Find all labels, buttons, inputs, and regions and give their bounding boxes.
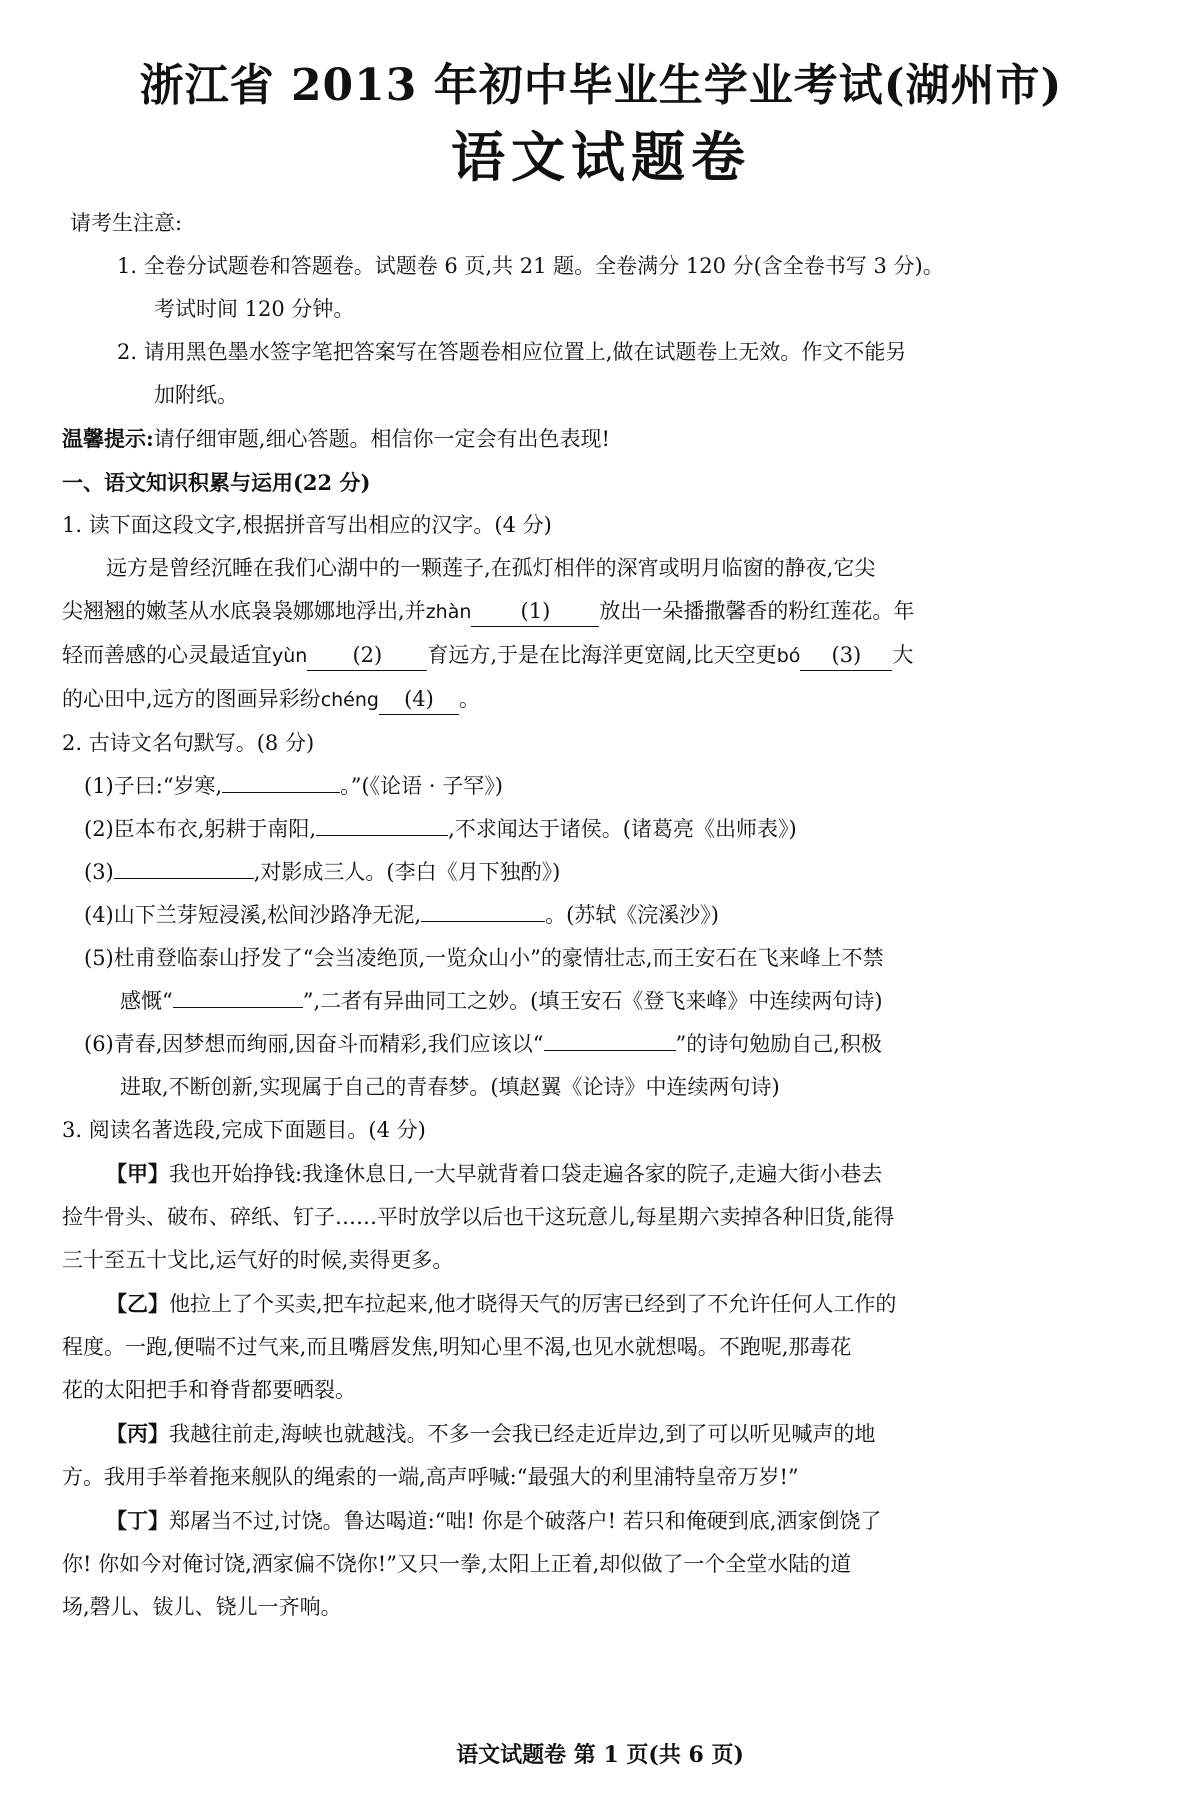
passage-yi	[62, 1282, 1140, 1326]
notice-item-2-cont: 加附纸。	[154, 383, 238, 407]
q2-item-6	[62, 1023, 1140, 1066]
fill-blank[interactable]	[421, 897, 545, 922]
q2-item-4	[62, 894, 1140, 937]
q2-stem: 2. 古诗文名句默写。(8 分)	[62, 731, 315, 755]
passage-ding-2: 你! 你如今对俺讨饶,洒家偏不饶你!”又只一拳,太阳上正着,却似做了一个全堂水陆的道	[62, 1552, 852, 1576]
passage-ding-3: 场,磬儿、钹儿、铙儿一齐响。	[62, 1595, 342, 1619]
answer-blank-3[interactable]: (3)	[800, 640, 892, 671]
q2-item-1	[62, 765, 1140, 808]
fill-blank[interactable]	[316, 811, 448, 836]
notice-item-2: 2. 请用黑色墨水签字笔把答案写在答题卷相应位置上,做在试题卷上无效。作文不能另	[117, 340, 907, 364]
passage-jia-2: 捡牛骨头、破布、碎纸、钉子……平时放学以后也干这玩意儿,每星期六卖掉各种旧货,能得	[62, 1205, 895, 1229]
q1-text: 尖翘翘的嫩茎从水底袅袅娜娜地浮出,并	[62, 599, 426, 623]
q2-item-3-text: (3)	[84, 860, 114, 884]
q2-item-4-source: 。(苏轼《浣溪沙》)	[545, 903, 719, 927]
q2-item-2-text: (2)臣本布衣,躬耕于南阳,	[84, 817, 317, 841]
passage-ding	[62, 1499, 1140, 1543]
q1-text: 的心田中,远方的图画异彩纷	[62, 687, 321, 711]
tip-label: 温馨提示:	[62, 426, 154, 451]
passage-yi-3: 花的太阳把手和脊背都要晒裂。	[62, 1378, 356, 1402]
exam-title: 浙江省 2013 年初中毕业生学业考试(湖州市)	[139, 60, 1063, 111]
q2-item-6-text-b: ”的诗句勉励自己,积极	[675, 1032, 882, 1056]
answer-blank-4[interactable]: (4)	[379, 684, 459, 715]
fill-blank[interactable]	[544, 1026, 676, 1051]
q2-item-2	[62, 808, 1140, 851]
pinyin-2: yùn	[272, 645, 308, 667]
q2-item-5-cont	[62, 980, 1140, 1023]
tip-line	[62, 417, 1140, 461]
q2-item-5-source: ”,二者有异曲同工之妙。(填王安石《登飞来峰》中连续两句诗)	[302, 989, 883, 1013]
notice-item-1-cont: 考试时间 120 分钟。	[154, 297, 355, 321]
passage-tag-jia: 【甲】	[106, 1161, 169, 1186]
fill-blank[interactable]	[222, 768, 340, 793]
q2-item-3-source: ,对影成三人。(李白《月下独酌》)	[253, 860, 561, 884]
q2-item-5: (5)杜甫登临泰山抒发了“会当凌绝顶,一览众山小”的豪情壮志,而王安石在飞来峰上不禁	[84, 946, 884, 970]
passage-tag-bing: 【丙】	[106, 1421, 169, 1446]
q2-item-6-cont: 进取,不断创新,实现属于自己的青春梦。(填赵翼《论诗》中连续两句诗)	[120, 1075, 780, 1099]
q1-line-4	[62, 678, 1140, 722]
pinyin-4: chéng	[320, 689, 379, 711]
q1-text: 放出一朵播撒馨香的粉红莲花。年	[599, 599, 915, 623]
passage-tag-ding: 【丁】	[106, 1508, 169, 1533]
passage-bing-2: 方。我用手举着拖来舰队的绳索的一端,高声呼喊:“最强大的利里浦特皇帝万岁!”	[62, 1465, 799, 1489]
q1-line-2	[62, 590, 1140, 634]
q1-text: 。	[458, 687, 480, 711]
passage-text: 他拉上了个买卖,把车拉起来,他才晓得天气的厉害已经到了不允许任何人工作的	[169, 1292, 897, 1316]
q1-stem: 1. 读下面这段文字,根据拼音写出相应的汉字。(4 分)	[62, 513, 552, 537]
passage-jia	[62, 1152, 1140, 1196]
notice-heading: 请考生注意:	[70, 211, 183, 235]
q2-item-5-text: 感慨“	[120, 989, 173, 1013]
passage-bing	[62, 1412, 1140, 1456]
tip-text: 请仔细审题,细心答题。相信你一定会有出色表现!	[153, 427, 610, 451]
q2-item-6-text: (6)青春,因梦想而绚丽,因奋斗而精彩,我们应该以“	[84, 1032, 544, 1056]
q1-line-1: 远方是曾经沉睡在我们心湖中的一颗莲子,在孤灯相伴的深宵或明月临窗的静夜,它尖	[106, 556, 876, 580]
paper-subtitle: 语文试题卷	[451, 125, 751, 189]
q1-text: 育远方,于是在比海洋更宽阔,比天空更	[427, 643, 777, 667]
passage-tag-yi: 【乙】	[106, 1291, 169, 1316]
pinyin-3: bó	[776, 645, 801, 667]
q2-item-1-source: 。”(《论语 · 子罕》)	[340, 774, 503, 798]
passage-text: 郑屠当不过,讨饶。鲁达喝道:“咄! 你是个破落户! 若只和俺硬到底,洒家倒饶了	[169, 1509, 882, 1533]
q3-stem: 3. 阅读名著选段,完成下面题目。(4 分)	[62, 1118, 426, 1142]
fill-blank[interactable]	[114, 854, 254, 879]
q1-line-3	[62, 634, 1140, 678]
pinyin-1: zhàn	[425, 601, 472, 623]
page-footer: 语文试题卷 第 1 页(共 6 页)	[456, 1742, 744, 1768]
answer-blank-1[interactable]: (1)	[471, 596, 599, 627]
fill-blank[interactable]	[173, 983, 303, 1008]
section-1-title: 一、语文知识积累与运用(22 分)	[62, 470, 371, 495]
q1-text: 轻而善感的心灵最适宜	[62, 643, 272, 667]
q2-item-2-source: ,不求闻达于诸侯。(诸葛亮《出师表》)	[448, 817, 797, 841]
passage-yi-2: 程度。一跑,便喘不过气来,而且嘴唇发焦,明知心里不渴,也见水就想喝。不跑呢,那毒花	[62, 1335, 852, 1359]
q2-item-4-text: (4)山下兰芽短浸溪,松间沙路净无泥,	[84, 903, 422, 927]
answer-blank-2[interactable]: (2)	[307, 640, 427, 671]
passage-text: 我越往前走,海峡也就越浅。不多一会我已经走近岸边,到了可以听见喊声的地	[169, 1422, 876, 1446]
q1-text: 大	[892, 643, 914, 667]
passage-jia-3: 三十至五十戈比,运气好的时候,卖得更多。	[62, 1248, 454, 1272]
q2-item-1-text: (1)子曰:“岁寒,	[84, 774, 223, 798]
q2-item-3	[62, 851, 1140, 894]
passage-text: 我也开始挣钱:我逢休息日,一大早就背着口袋走遍各家的院子,走遍大街小巷去	[169, 1162, 883, 1186]
notice-item-1: 1. 全卷分试题卷和答题卷。试题卷 6 页,共 21 题。全卷满分 120 分(含全卷书写 3 分)。	[117, 254, 944, 278]
